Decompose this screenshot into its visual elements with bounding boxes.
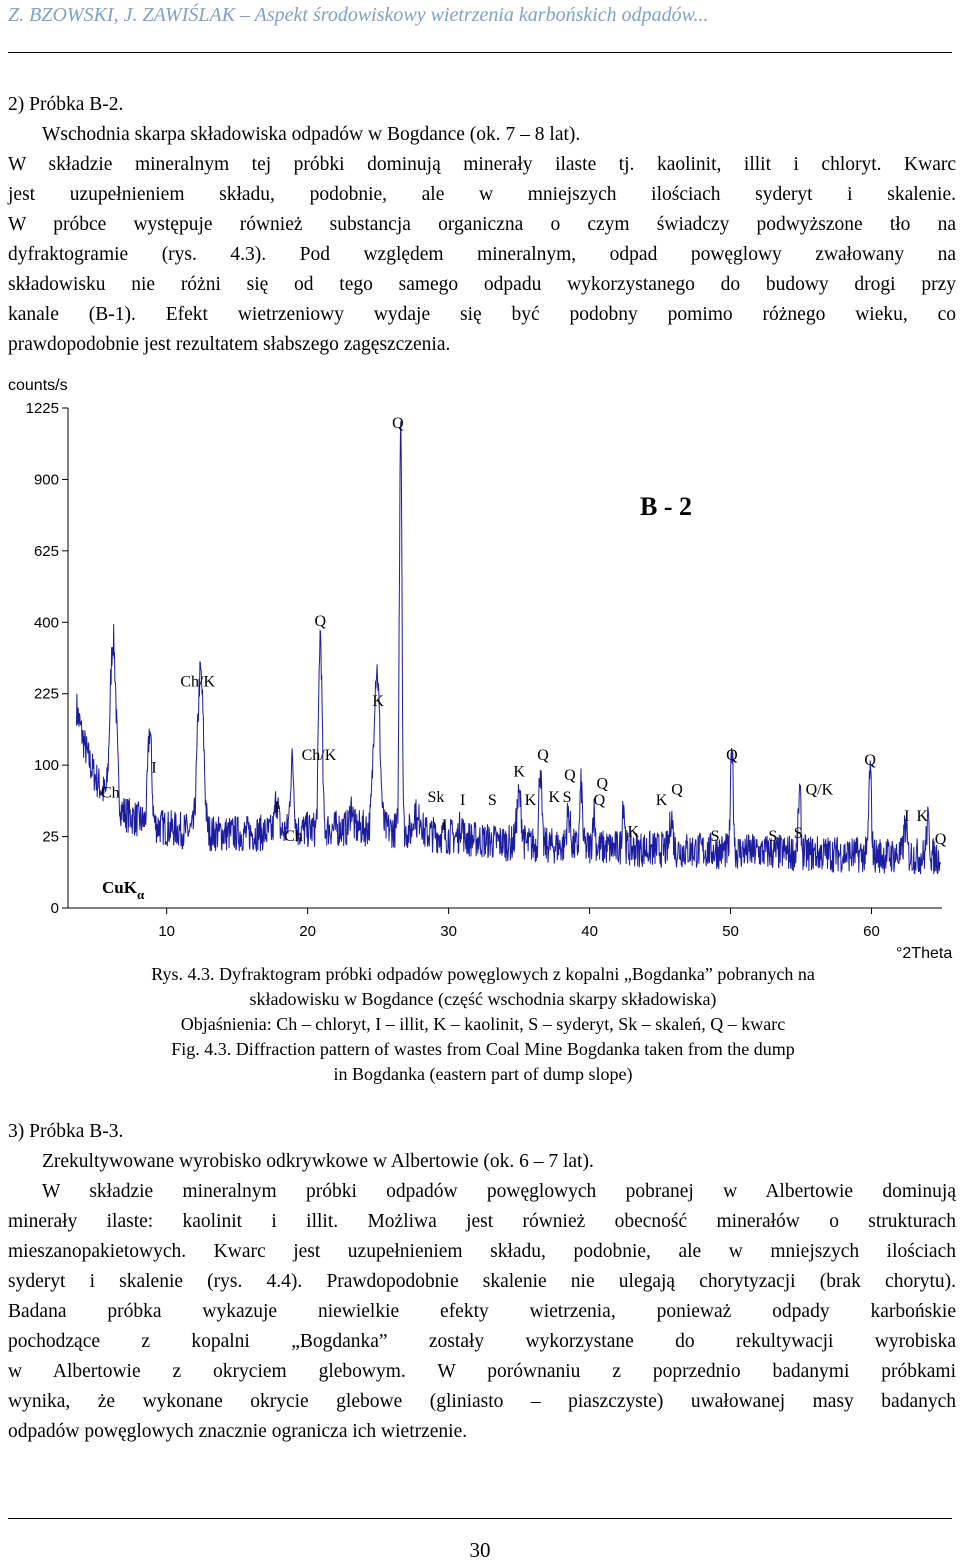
peak-label: S: [562, 789, 572, 807]
section-heading: 2) Próbka B-2.: [8, 94, 124, 115]
paragraph-line: syderyt i skalenie (rys. 4.4). Prawdopodobnie skalenie nie ulegają chorytyzacji (brak chorytu).: [8, 1271, 956, 1292]
peak-label: Q: [392, 414, 404, 432]
peak-label: Q: [726, 747, 738, 765]
radiation-label-sub: α: [136, 887, 145, 902]
paragraph-line: w Albertowie z okryciem glebowym. W porównaniu z poprzednio badanymi próbkami: [8, 1361, 956, 1382]
caption-legend: Objaśnienia: Ch – chloryt, I – illit, K – kaolinit, S – syderyt, Sk – skaleń, Q – kwarc: [180, 1014, 786, 1034]
chart-title: B - 2: [640, 492, 692, 521]
paragraph-line: pochodzące z kopalni „Bogdanka” zostały wykorzystane do rekultywacji wyrobiska: [8, 1331, 956, 1352]
y-tick-label: 1225: [25, 400, 59, 417]
peak-label: S: [710, 827, 720, 845]
peak-label: K: [916, 808, 929, 826]
peak-label: K: [655, 791, 668, 809]
page-number: 30: [469, 1538, 491, 1562]
peak-label: I: [151, 759, 157, 777]
paragraph-line: składowisku nie różni się od tego samego odpadu wykorzystanego do budowy drogi przy: [8, 274, 956, 295]
paragraph-line: W próbce występuje również substancja organiczna o czym świadczy podwyższone tło na: [8, 214, 956, 235]
paragraph-line: kanale (B-1). Efekt wietrzeniowy wydaje się być podobny pomimo różnego wieku, co: [8, 304, 956, 325]
peak-label: I: [441, 816, 448, 834]
peak-label: S: [793, 825, 803, 843]
peak-label: K: [372, 692, 384, 710]
section-b3: [8, 1117, 956, 1447]
y-tick-label: 400: [33, 614, 59, 632]
peak-label: Q/K: [805, 781, 834, 799]
x-tick-label: 10: [158, 923, 176, 940]
paragraph-line: prawdopodobnie jest rezultatem słabszego zagęszczenia.: [8, 334, 451, 355]
radiation-label: [102, 878, 145, 902]
x-tick-label: 60: [863, 923, 880, 940]
diffraction-trace: [77, 421, 941, 874]
peak-label: Q: [596, 775, 609, 793]
x-axis-label: °2Theta: [896, 945, 953, 962]
x-tick-label: 30: [440, 923, 457, 940]
x-tick-label: 20: [299, 923, 316, 940]
peak-label: I: [273, 799, 280, 817]
caption-pl-line: Rys. 4.3. Dyfraktogram próbki odpadów powęglowych z kopalni „Bogdanka” pobranych na: [151, 964, 815, 984]
peak-label: S: [768, 827, 778, 845]
paragraph-line: dyfraktogramie (rys. 4.3). Pod względem mineralnym, odpad powęglowy zwałowany na: [8, 244, 956, 265]
section-subheading: Wschodnia skarpa składowiska odpadów w Bogdance (ok. 7 – 8 lat).: [42, 124, 581, 145]
section-subheading: Zrekultywowane wyrobisko odkrywkowe w Albertowie (ok. 6 – 7 lat).: [42, 1151, 594, 1172]
x-tick-label: 50: [722, 923, 739, 940]
paragraph-line: W składzie mineralnym próbki odpadów powęglowych pobranej w Albertowie dominują: [42, 1181, 956, 1202]
peak-label: Q: [934, 831, 947, 849]
caption-pl-line: składowisku w Bogdance (część wschodnia skarpy składowiska): [249, 989, 717, 1009]
y-tick-label: 25: [42, 828, 59, 846]
radiation-label-main: CuK: [102, 878, 137, 897]
peak-label: Q: [564, 767, 576, 785]
peak-label: Ch/K: [301, 747, 337, 765]
peak-label: Q: [593, 791, 606, 809]
peak-label: S: [487, 791, 497, 809]
peak-label: I: [904, 808, 910, 826]
paragraph-line: jest uzupełnieniem składu, podobnie, ale w mniejszych ilościach syderyt i skalenie.: [8, 184, 956, 205]
peak-label: I: [460, 791, 466, 809]
paragraph-line: minerały ilaste: kaolinit i illit. Możliwa jest również obecność minerałów o strukturach: [8, 1211, 956, 1232]
y-tick-label: 225: [33, 685, 59, 703]
paragraph-line: mieszanopakietowych. Kwarc jest uzupełnieniem składu, podobnie, ale w mniejszych ilościach: [8, 1241, 956, 1262]
peak-label: Ch: [284, 827, 303, 845]
figure-caption: [78, 962, 888, 1087]
running-header: Z. BZOWSKI, J. ZAWIŚLAK – Aspekt środowiskowy wietrzenia karbońskich odpadów...: [8, 4, 709, 26]
peak-label: K: [513, 763, 525, 781]
peak-label: Q: [671, 781, 683, 799]
header-rule: [8, 52, 952, 53]
y-axis-label: counts/s: [8, 377, 68, 394]
peak-label: Ch: [100, 784, 120, 802]
x-tick-label: 40: [581, 923, 598, 940]
peak-label: K: [627, 823, 640, 841]
paragraph-line: Badana próbka wykazuje niewielkie efekty wietrzenia, ponieważ odpady karbońskie: [8, 1301, 956, 1322]
caption-en-line: Fig. 4.3. Diffraction pattern of wastes from Coal Mine Bogdanka taken from the dump: [171, 1039, 795, 1059]
peak-label: K: [524, 791, 537, 809]
y-tick-label: 0: [50, 900, 59, 917]
y-tick-label: 100: [33, 757, 59, 775]
diffractogram-chart: [0, 370, 960, 965]
y-tick-label: 625: [33, 542, 59, 560]
peak-label: Sk: [427, 789, 445, 807]
peak-label: K: [548, 789, 561, 807]
peak-label: Q: [314, 612, 327, 630]
section-b2: [8, 90, 956, 360]
paragraph-line: odpadów powęglowych znacznie ogranicza ich wietrzenie.: [8, 1421, 468, 1442]
paragraph-line: W składzie mineralnym tej próbki dominują minerały ilaste tj. kaolinit, illit i chloryt. Kwarc: [8, 154, 956, 175]
section-heading: 3) Próbka B-3.: [8, 1121, 124, 1142]
peak-label: Q: [537, 747, 549, 765]
paragraph-line: wynika, że wykonane okrycie glebowe (gliniasto – piaszczyste) uwałowanej masy badanych: [8, 1391, 956, 1412]
footer-rule: [8, 1518, 952, 1519]
peak-label: Ch/K: [180, 673, 216, 691]
peak-label: Q: [864, 752, 876, 770]
caption-en-line: in Bogdanka (eastern part of dump slope): [333, 1064, 633, 1084]
y-tick-label: 900: [33, 471, 59, 489]
